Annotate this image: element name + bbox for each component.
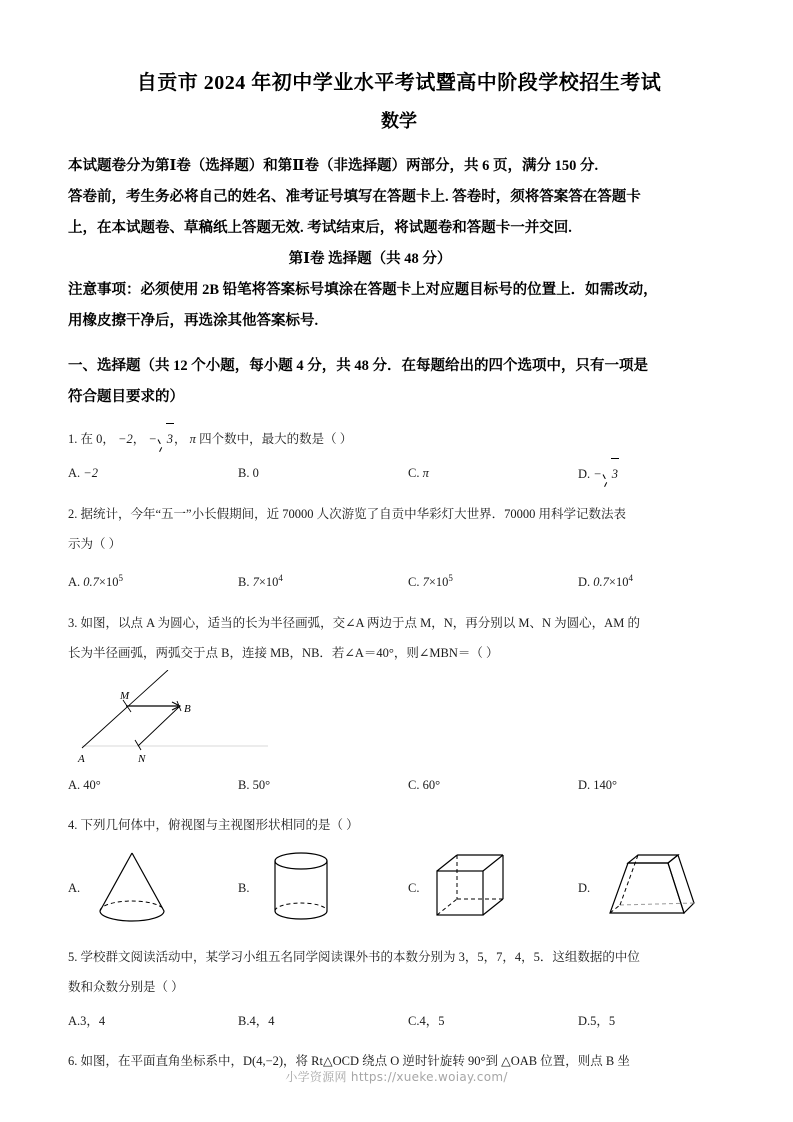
- notice-line-2: 用橡皮擦干净后，再选涂其他答案标号.: [68, 313, 319, 330]
- option-d-label: D.: [578, 467, 591, 482]
- question-2: [68, 499, 730, 559]
- question-5-line-1: [68, 942, 730, 972]
- question-3-line-2: 长为半径画弧，两弧交于点 B，连接 MB，NB．若∠A＝40°，则∠MBN＝（ ）: [68, 645, 499, 660]
- option-c-label: C.: [408, 1013, 420, 1028]
- option-b[interactable]: [238, 849, 408, 929]
- option-a-label: A.: [68, 1013, 81, 1028]
- option-a[interactable]: [68, 458, 238, 489]
- question-1-options: [68, 458, 730, 489]
- question-6-number: 6.: [68, 1053, 78, 1068]
- option-c-label: C.: [408, 777, 420, 792]
- subject-title: 数学: [381, 111, 417, 131]
- option-d-exponent: 4: [628, 573, 633, 584]
- option-c-times: ×10: [428, 575, 449, 590]
- figure-label-B: B: [184, 702, 191, 715]
- option-c[interactable]: [408, 849, 578, 929]
- figure-label-A: A: [78, 752, 85, 765]
- option-d-times: ×10: [608, 575, 629, 590]
- question-5-number: 5.: [68, 949, 78, 964]
- option-b-label: B.: [238, 881, 250, 896]
- option-b-label: B.: [238, 777, 250, 792]
- section-one-line-2: 符合题目要求的）: [68, 389, 184, 406]
- question-3-options: [68, 770, 730, 800]
- question-3: [68, 608, 730, 668]
- question-2-line-2: 示为（ ）: [68, 537, 122, 552]
- option-d[interactable]: [578, 849, 748, 929]
- option-a-label: A.: [68, 777, 81, 792]
- option-d[interactable]: [578, 1006, 748, 1036]
- question-3-line-1: [68, 608, 730, 638]
- question-1: [68, 423, 730, 454]
- question-4-line-1: [68, 810, 730, 840]
- question-4-number: 4.: [68, 817, 78, 832]
- instruction-line-3: 上，在本试题卷、草稿纸上答题无效. 考试结束后，将试题卷和答题卡一并交回.: [68, 220, 572, 237]
- option-d-label: D.: [578, 1013, 591, 1028]
- option-a-exponent: 5: [118, 573, 123, 584]
- question-2-text-1: 据统计，今年“五一”小长假期间，近 70000 人次游览了自贡中华彩灯大世界．70000 用科学记数法表: [80, 507, 626, 522]
- q1-sep1: ，: [132, 432, 146, 447]
- question-1-stem-pre: 在 0，: [80, 432, 115, 447]
- cube-icon: [423, 849, 523, 929]
- question-2-options: [68, 563, 730, 597]
- option-b-mantissa: 7: [252, 575, 259, 590]
- question-1-value-2: − 3: [148, 432, 174, 446]
- option-b-value: 4，4: [249, 1013, 275, 1028]
- page-title: 自贡市 2024 年初中学业水平考试暨高中阶段学校招生考试: [136, 72, 662, 94]
- option-b-label: B.: [238, 575, 250, 590]
- question-2-line-1: [68, 499, 730, 529]
- option-b-value: 50°: [252, 777, 271, 792]
- section-one-line-1: 一、选择题（共 12 个小题，每小题 4 分，共 48 分．在每题给出的四个选项中，只有一项是: [68, 358, 648, 375]
- figure-label-M: M: [120, 689, 130, 702]
- option-a[interactable]: [68, 849, 238, 929]
- option-b-label: B.: [238, 466, 250, 481]
- option-b-times: ×10: [258, 575, 279, 590]
- part-one-heading: 第Ⅰ卷 选择题（共 48 分）: [288, 251, 452, 268]
- cylinder-icon: [253, 849, 353, 929]
- option-b[interactable]: [238, 563, 408, 597]
- question-5-text-1: 学校群文阅读活动中，某学习小组五名同学阅读课外书的本数分别为 3，5，7，4，5．这组数据的中位: [80, 949, 640, 964]
- option-d-label: D.: [578, 777, 591, 792]
- option-b-label: B.: [238, 1013, 250, 1028]
- option-d[interactable]: [578, 770, 748, 800]
- option-a-times: ×10: [98, 575, 119, 590]
- option-d-label: D.: [578, 881, 591, 896]
- section-one-heading: [68, 351, 730, 413]
- option-a[interactable]: [68, 563, 238, 597]
- instructions-block: [68, 151, 730, 244]
- option-c-label: C.: [408, 575, 420, 590]
- option-b-exponent: 4: [278, 573, 283, 584]
- option-b[interactable]: [238, 770, 408, 800]
- frustum-icon: [594, 849, 704, 929]
- question-1-stem-post: 四个数中，最大的数是（ ）: [199, 432, 353, 447]
- question-4-options: [68, 846, 730, 932]
- question-1-number: 1.: [68, 432, 78, 447]
- option-b-value: 0: [252, 466, 259, 481]
- option-d-mantissa: 0.7: [593, 575, 609, 590]
- option-c-value: π: [422, 466, 429, 481]
- question-5-line-2: 数和众数分别是（ ）: [68, 979, 184, 994]
- option-b[interactable]: [238, 1006, 408, 1036]
- option-a-value: −2: [83, 466, 98, 481]
- question-1-stem: [68, 423, 730, 454]
- option-c-exponent: 5: [448, 573, 453, 584]
- option-a-label: A.: [68, 575, 81, 590]
- option-d-value: 140°: [593, 777, 618, 792]
- option-c-value: 60°: [422, 777, 441, 792]
- option-b[interactable]: [238, 458, 408, 489]
- option-c[interactable]: [408, 770, 578, 800]
- question-6-text-1: 如图，在平面直角坐标系中，D(4,−2)，将 Rt△OCD 绕点 O 逆时针旋转 90°到 △OAB 位置，则点 B 坐: [80, 1053, 630, 1068]
- option-a-value: 40°: [83, 777, 101, 792]
- option-c[interactable]: [408, 1006, 578, 1036]
- option-a[interactable]: [68, 1006, 238, 1036]
- option-a-value: 3，4: [80, 1013, 106, 1028]
- option-d[interactable]: [578, 563, 748, 597]
- option-c-mantissa: 7: [422, 575, 429, 590]
- option-a-label: A.: [68, 881, 81, 896]
- page-content: [68, 0, 730, 1076]
- option-d-value: 5，5: [590, 1013, 616, 1028]
- question-5-options: [68, 1006, 730, 1036]
- question-3-text-1: 如图，以点 A 为圆心，适当的长为半径画弧，交∠A 两边于点 M，N，再分别以 M、N 为圆心，AM 的: [80, 615, 640, 630]
- question-4: [68, 810, 730, 840]
- instruction-line-2: 答卷前，考生务必将自己的姓名、准考证号填写在答题卡上. 答卷时，须将答案答在答题卡: [68, 189, 641, 206]
- q1-sep2: ，: [174, 432, 187, 447]
- question-4-text-1: 下列几何体中，俯视图与主视图形状相同的是（ ）: [80, 817, 359, 832]
- option-d-value: − 3: [593, 467, 619, 481]
- angle-bisector-construction-diagram: [68, 670, 288, 766]
- notice-line-1: 注意事项：必须使用 2B 铅笔将答案标号填涂在答题卡上对应题目标号的位置上．如需改动，: [68, 282, 658, 299]
- question-3-number: 3.: [68, 615, 78, 630]
- option-a-label: A.: [68, 466, 81, 481]
- question-3-figure: [68, 670, 730, 766]
- option-c[interactable]: [408, 458, 578, 489]
- figure-label-N: N: [138, 752, 146, 765]
- question-5: [68, 942, 730, 1002]
- option-d[interactable]: [578, 458, 748, 489]
- watermark: 小学资源网 https://xueke.woiay.com/: [285, 1070, 508, 1084]
- option-c-value: 4，5: [419, 1013, 445, 1028]
- question-1-value-3: π: [189, 432, 196, 447]
- instruction-line-1: 本试题卷分为第Ⅰ卷（选择题）和第Ⅱ卷（非选择题）两部分，共 6 页，满分 150 分.: [68, 158, 599, 175]
- option-a[interactable]: [68, 770, 238, 800]
- option-d-label: D.: [578, 575, 591, 590]
- question-2-number: 2.: [68, 507, 78, 522]
- option-c-label: C.: [408, 466, 420, 481]
- option-c-label: C.: [408, 881, 420, 896]
- option-c[interactable]: [408, 563, 578, 597]
- option-a-mantissa: 0.7: [83, 575, 99, 590]
- cone-icon: [84, 849, 184, 929]
- question-1-value-1: −2: [118, 432, 133, 447]
